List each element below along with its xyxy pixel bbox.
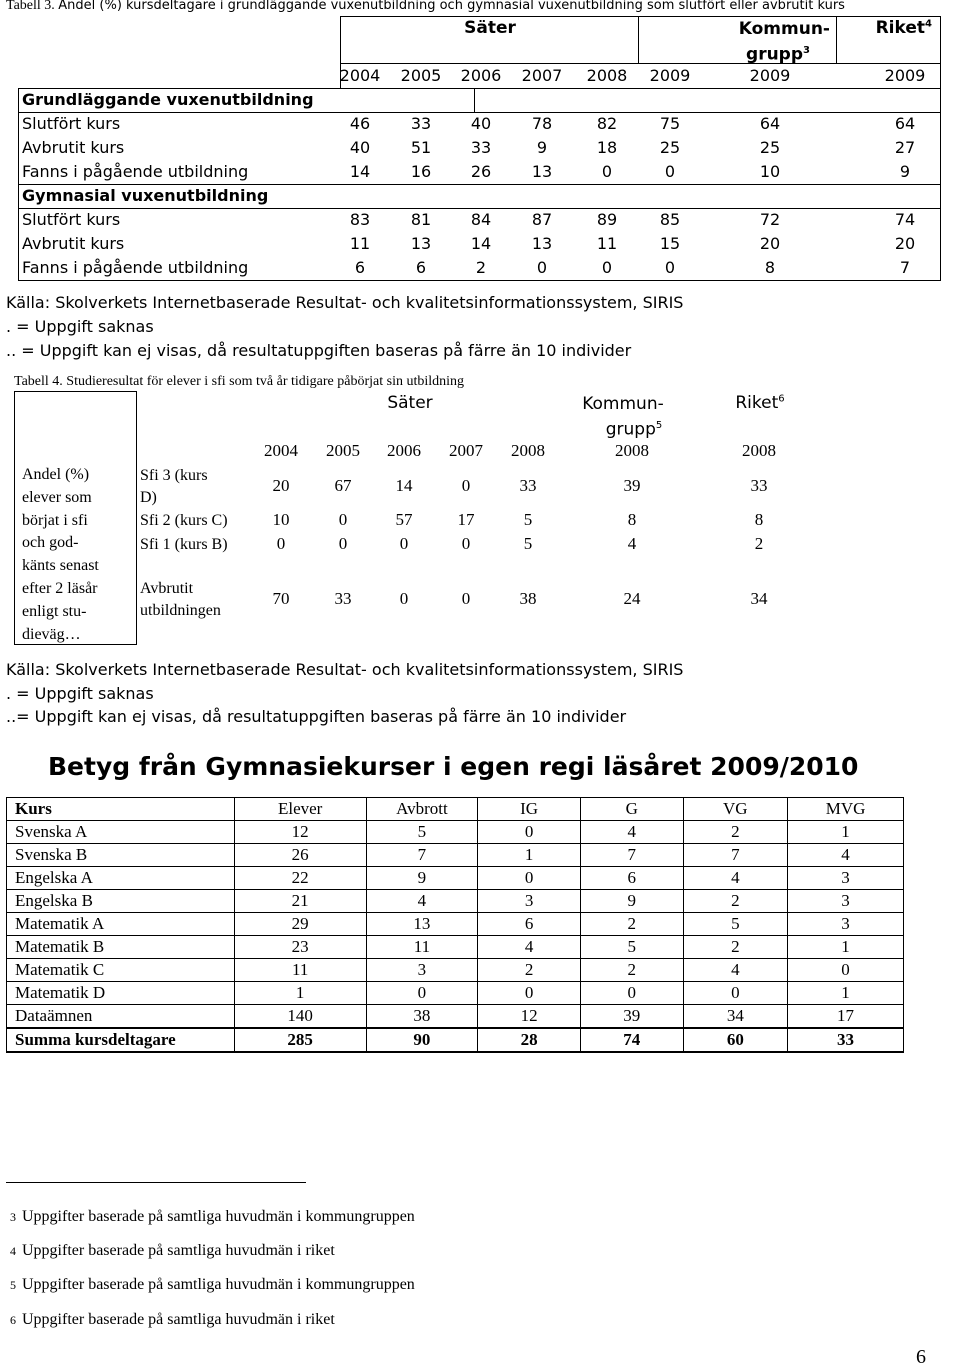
grades-column-header: IG	[478, 798, 581, 821]
grades-value-cell: 4	[683, 867, 788, 890]
grades-value-cell: 4	[366, 890, 478, 913]
table3-cell: 33	[470, 138, 492, 157]
table3-cell: 84	[470, 210, 492, 229]
table4-side-line: känts senast	[22, 557, 99, 575]
table3-cell: 18	[596, 138, 618, 157]
table3-cell: 74	[894, 210, 916, 229]
grades-value-cell: 2	[581, 959, 684, 982]
table4-year: 2006	[387, 441, 421, 460]
table3-cell: 0	[601, 162, 613, 181]
table3-cell: 20	[894, 234, 916, 253]
table-row	[7, 982, 904, 1005]
table4-side-line: börjat i sfi	[22, 511, 88, 529]
grades-value-cell: 23	[234, 936, 366, 959]
grades-course-cell: Svenska A	[7, 821, 235, 844]
table-row	[7, 936, 904, 959]
table3-cell: 2	[475, 258, 487, 277]
table4-cell: 8	[627, 510, 637, 529]
table4-side-line: och god-	[22, 534, 79, 552]
grades-value-cell: 4	[478, 936, 581, 959]
table3-year: 2005	[400, 66, 442, 85]
table4-cell: 0	[461, 476, 471, 495]
grades-value-cell: 74	[581, 1028, 684, 1052]
table3-cell: 9	[899, 162, 911, 181]
grades-course-cell: Engelska B	[7, 890, 235, 913]
table4-cell: 17	[457, 510, 475, 529]
grades-value-cell: 0	[366, 982, 478, 1005]
table3-cell: 27	[894, 138, 916, 157]
table3-row-label: Slutfört kurs	[22, 114, 121, 133]
table3-cell: 85	[659, 210, 681, 229]
grades-value-cell: 3	[478, 890, 581, 913]
grades-value-cell: 6	[478, 913, 581, 936]
table3-header-sater: Säter	[464, 18, 516, 38]
page-number: 6	[916, 1346, 926, 1368]
table4-note-suppressed: ..= Uppgift kan ej visas, då resultatuppgiften baseras på färre än 10 individer	[6, 707, 627, 726]
footnote	[10, 1208, 415, 1226]
grades-column-header: VG	[683, 798, 788, 821]
table4-cell: 34	[750, 589, 768, 608]
table4-side-line: enligt stu-	[22, 602, 87, 620]
table3-cell: 0	[601, 258, 613, 277]
table4-cell: 70	[272, 589, 290, 608]
table4-row-label	[140, 510, 228, 532]
table4-row-label-line2: utbildningen	[140, 602, 221, 619]
table3-cell: 14	[470, 234, 492, 253]
table-row	[7, 1005, 904, 1029]
grades-value-cell: 0	[683, 982, 788, 1005]
grades-course-cell: Matematik D	[7, 982, 235, 1005]
grades-value-cell: 9	[581, 890, 684, 913]
table4-cell: 20	[272, 476, 290, 495]
grades-value-cell: 1	[788, 982, 904, 1005]
grades-value-cell: 0	[581, 982, 684, 1005]
table3-cell: 9	[536, 138, 548, 157]
table3-year: 2009	[749, 66, 791, 85]
footnote-text: Uppgifter baserade på samtliga huvudmän i riket	[22, 1311, 335, 1328]
grades-course-cell: Matematik A	[7, 913, 235, 936]
table-row	[7, 867, 904, 890]
table4-source: Källa: Skolverkets Internetbaserade Resultat- och kvalitetsinformationssystem, SIRIS	[6, 660, 684, 679]
table3-year: 2009	[884, 66, 926, 85]
table4-note-missing: . = Uppgift saknas	[6, 684, 154, 703]
grades-value-cell: 38	[366, 1005, 478, 1029]
grades-value-cell: 39	[581, 1005, 684, 1029]
footnote	[10, 1276, 415, 1294]
table3-cell: 82	[596, 114, 618, 133]
table-row	[7, 890, 904, 913]
grades-value-cell: 7	[366, 844, 478, 867]
grades-course-cell: Engelska A	[7, 867, 235, 890]
table3-cell: 11	[349, 234, 371, 253]
grades-course-cell: Summa kursdeltagare	[7, 1028, 235, 1052]
grades-value-cell: 1	[788, 821, 904, 844]
table4-side-label	[22, 464, 99, 646]
grades-value-cell: 2	[683, 890, 788, 913]
table4-cell: 0	[461, 534, 471, 553]
grades-value-cell: 4	[788, 844, 904, 867]
table3-cell: 15	[659, 234, 681, 253]
table4-cell: 5	[523, 510, 533, 529]
table3-header-kommungrupp	[720, 18, 830, 66]
table3-year: 2007	[521, 66, 563, 85]
table4-cell: 0	[461, 589, 471, 608]
table4-row-label	[140, 578, 221, 622]
table3-cell: 78	[531, 114, 553, 133]
table4-header-sater: Säter	[387, 393, 433, 413]
grades-value-cell: 2	[683, 936, 788, 959]
grades-value-cell: 12	[234, 821, 366, 844]
footnote-number: 6	[10, 1313, 16, 1327]
grades-value-cell: 3	[788, 913, 904, 936]
table3-cell: 8	[764, 258, 776, 277]
table4-year: 2007	[449, 441, 483, 460]
table4-side-line: elever som	[22, 488, 92, 506]
table3-cell: 64	[759, 114, 781, 133]
table3-cell: 72	[759, 210, 781, 229]
footnote-separator	[6, 1182, 306, 1183]
table4-cell: 0	[276, 534, 286, 553]
table3-cell: 46	[349, 114, 371, 133]
table4-header-kommun-line2: grupp$^5$	[605, 419, 663, 440]
table4-header-kommun-line1: Kommun-	[582, 394, 664, 414]
grades-value-cell: 0	[478, 867, 581, 890]
table4-caption-text: Studieresultat för elever i sfi som två år tidigare påbörjat sin utbildning	[66, 374, 465, 389]
grades-value-cell: 3	[788, 890, 904, 913]
table3-cell: 10	[759, 162, 781, 181]
table3-cell: 0	[664, 162, 676, 181]
table3-row-label: Fanns i pågående utbildning	[22, 258, 249, 277]
grades-value-cell: 0	[478, 982, 581, 1005]
table3-caption-label: Tabell 3.	[6, 0, 55, 13]
table3-cell: 11	[596, 234, 618, 253]
grades-value-cell: 0	[788, 959, 904, 982]
grades-course-cell: Dataämnen	[7, 1005, 235, 1029]
grades-value-cell: 7	[683, 844, 788, 867]
grades-value-cell: 5	[683, 913, 788, 936]
grades-value-cell: 285	[234, 1028, 366, 1052]
table4-cell: 67	[334, 476, 352, 495]
grades-value-cell: 22	[234, 867, 366, 890]
grades-value-cell: 3	[366, 959, 478, 982]
grades-value-cell: 26	[234, 844, 366, 867]
table3-cell: 89	[596, 210, 618, 229]
table4-cell: 39	[623, 476, 641, 495]
table4-cell: 24	[623, 589, 641, 608]
table4-cell: 14	[395, 476, 413, 495]
grades-value-cell: 5	[581, 936, 684, 959]
table3-note-suppressed: .. = Uppgift kan ej visas, då resultatuppgiften baseras på färre än 10 individer	[6, 341, 632, 360]
table3-source: Källa: Skolverkets Internetbaserade Resultat- och kvalitetsinformationssystem, SIRIS	[6, 293, 684, 312]
table4-year: 2005	[326, 441, 360, 460]
grades-value-cell: 60	[683, 1028, 788, 1052]
table3-row-label: Fanns i pågående utbildning	[22, 162, 249, 181]
table3-cell: 6	[415, 258, 427, 277]
table3-note-missing: . = Uppgift saknas	[6, 317, 154, 336]
grades-value-cell: 140	[234, 1005, 366, 1029]
table4-cell: 4	[627, 534, 637, 553]
grades-value-cell: 2	[478, 959, 581, 982]
table4-header-kommungrupp	[560, 393, 700, 441]
table4-cell: 0	[399, 534, 409, 553]
table3-cell: 64	[894, 114, 916, 133]
grades-course-cell: Matematik C	[7, 959, 235, 982]
grades-value-cell: 4	[683, 959, 788, 982]
grades-column-header: Elever	[234, 798, 366, 821]
table3-caption-text: Andel (%) kursdeltagare i grundläggande vuxenutbildning och gymnasial vuxenutbildning som slutfört eller avbrutit kurs	[58, 0, 845, 13]
table3-cell: 25	[659, 138, 681, 157]
table4-row-label-line2: D)	[140, 489, 157, 506]
table4-cell: 0	[338, 510, 348, 529]
table3-cell: 51	[410, 138, 432, 157]
table3-cell: 26	[470, 162, 492, 181]
table4-row-label-line1: Avbrutit	[140, 580, 194, 597]
table3-cell: 0	[664, 258, 676, 277]
footnote-number: 4	[10, 1244, 16, 1258]
grades-column-header: G	[581, 798, 684, 821]
table3-year: 2004	[339, 66, 381, 85]
grades-value-cell: 17	[788, 1005, 904, 1029]
table3-cell: 40	[470, 114, 492, 133]
table3-year: 2008	[586, 66, 628, 85]
table3-cell: 13	[531, 162, 553, 181]
table-row	[7, 959, 904, 982]
table4-header-riket: Riket$^6$	[735, 393, 785, 413]
table4-row-label-line1: Sfi 2 (kurs C)	[140, 512, 228, 529]
table4-cell: 5	[523, 534, 533, 553]
table4-year: 2004	[264, 441, 298, 460]
table3-year: 2009	[649, 66, 691, 85]
table3-cell: 13	[410, 234, 432, 253]
table3-cell: 75	[659, 114, 681, 133]
grades-value-cell: 12	[478, 1005, 581, 1029]
table3-cell: 81	[410, 210, 432, 229]
grades-column-header: Kurs	[7, 798, 235, 821]
table3-cell: 40	[349, 138, 371, 157]
table3-cell: 33	[410, 114, 432, 133]
grades-value-cell: 6	[581, 867, 684, 890]
table4-cell: 8	[754, 510, 764, 529]
grades-value-cell: 1	[234, 982, 366, 1005]
grades-value-cell: 11	[366, 936, 478, 959]
footnote-text: Uppgifter baserade på samtliga huvudmän i kommungruppen	[22, 1276, 415, 1293]
table4-side-line: Andel (%)	[22, 466, 90, 483]
footnote-text: Uppgifter baserade på samtliga huvudmän i riket	[22, 1242, 335, 1259]
table3-cell: 6	[354, 258, 366, 277]
table3-row-label: Avbrutit kurs	[22, 234, 125, 253]
table4-cell: 57	[395, 510, 413, 529]
grades-column-header: Avbrott	[366, 798, 478, 821]
table3-cell: 83	[349, 210, 371, 229]
footnote-number: 3	[10, 1210, 16, 1224]
grades-value-cell: 3	[788, 867, 904, 890]
table3-row-label: Slutfört kurs	[22, 210, 121, 229]
table3-header-riket: Riket$^4$	[875, 18, 932, 38]
table4-row-label-line1: Sfi 1 (kurs B)	[140, 536, 228, 553]
table4-cell: 33	[750, 476, 768, 495]
table4-cell: 38	[519, 589, 537, 608]
table3-cell: 7	[899, 258, 911, 277]
grades-course-cell: Matematik B	[7, 936, 235, 959]
table4-cell: 33	[519, 476, 537, 495]
table-row	[7, 844, 904, 867]
grades-column-header: MVG	[788, 798, 904, 821]
table4-year: 2008	[511, 441, 545, 460]
table4-row-label	[140, 465, 208, 509]
grades-value-cell: 5	[366, 821, 478, 844]
table4-cell: 2	[754, 534, 764, 553]
grades-value-cell: 2	[581, 913, 684, 936]
grades-value-cell: 21	[234, 890, 366, 913]
grades-value-cell: 9	[366, 867, 478, 890]
table3-section-gymnasial: Gymnasial vuxenutbildning	[22, 186, 269, 205]
grades-value-cell: 7	[581, 844, 684, 867]
table-row	[7, 821, 904, 844]
table4-cell: 0	[338, 534, 348, 553]
table4-side-line: efter 2 läsår	[22, 579, 98, 597]
grades-value-cell: 0	[478, 821, 581, 844]
table4-row-label-line1: Sfi 3 (kurs	[140, 467, 208, 484]
grades-value-cell: 4	[581, 821, 684, 844]
table4-cell: 10	[272, 510, 290, 529]
table3-caption	[6, 0, 845, 14]
table4-side-line: dieväg…	[22, 625, 81, 643]
table3-cell: 0	[536, 258, 548, 277]
grades-value-cell: 1	[788, 936, 904, 959]
table4-year: 2008	[742, 441, 776, 460]
footnote	[10, 1311, 335, 1329]
footnote-number: 5	[10, 1278, 16, 1292]
table4-caption	[14, 374, 464, 390]
grades-sum-row	[7, 1028, 904, 1052]
grades-value-cell: 28	[478, 1028, 581, 1052]
table3-cell: 87	[531, 210, 553, 229]
table3-cell: 16	[410, 162, 432, 181]
grades-value-cell: 90	[366, 1028, 478, 1052]
table4-cell: 33	[334, 589, 352, 608]
table3-header-kommun-line2: grupp$^3$	[746, 44, 810, 65]
table4-cell: 0	[399, 589, 409, 608]
footnote-text: Uppgifter baserade på samtliga huvudmän i kommungruppen	[22, 1208, 415, 1225]
footnote	[10, 1242, 335, 1260]
grades-value-cell: 13	[366, 913, 478, 936]
table3-row-label: Avbrutit kurs	[22, 138, 125, 157]
table3-year: 2006	[460, 66, 502, 85]
table4-caption-label: Tabell 4.	[14, 374, 63, 389]
grades-value-cell: 11	[234, 959, 366, 982]
table4-year: 2008	[615, 441, 649, 460]
grades-table	[6, 797, 904, 1053]
table3-section-grundlaggande: Grundläggande vuxenutbildning	[22, 90, 314, 109]
table3-cell: 25	[759, 138, 781, 157]
table-row	[7, 913, 904, 936]
table4-row-label	[140, 534, 228, 556]
grades-header-row	[7, 798, 904, 821]
table3-cell: 14	[349, 162, 371, 181]
grades-heading: Betyg från Gymnasiekurser i egen regi läsåret 2009/2010	[48, 752, 859, 781]
grades-value-cell: 1	[478, 844, 581, 867]
table3-header-kommun-line1: Kommun-	[738, 19, 830, 39]
table3-cell: 20	[759, 234, 781, 253]
grades-value-cell: 29	[234, 913, 366, 936]
grades-course-cell: Svenska B	[7, 844, 235, 867]
grades-value-cell: 34	[683, 1005, 788, 1029]
table3-cell: 13	[531, 234, 553, 253]
grades-value-cell: 2	[683, 821, 788, 844]
grades-value-cell: 33	[788, 1028, 904, 1052]
